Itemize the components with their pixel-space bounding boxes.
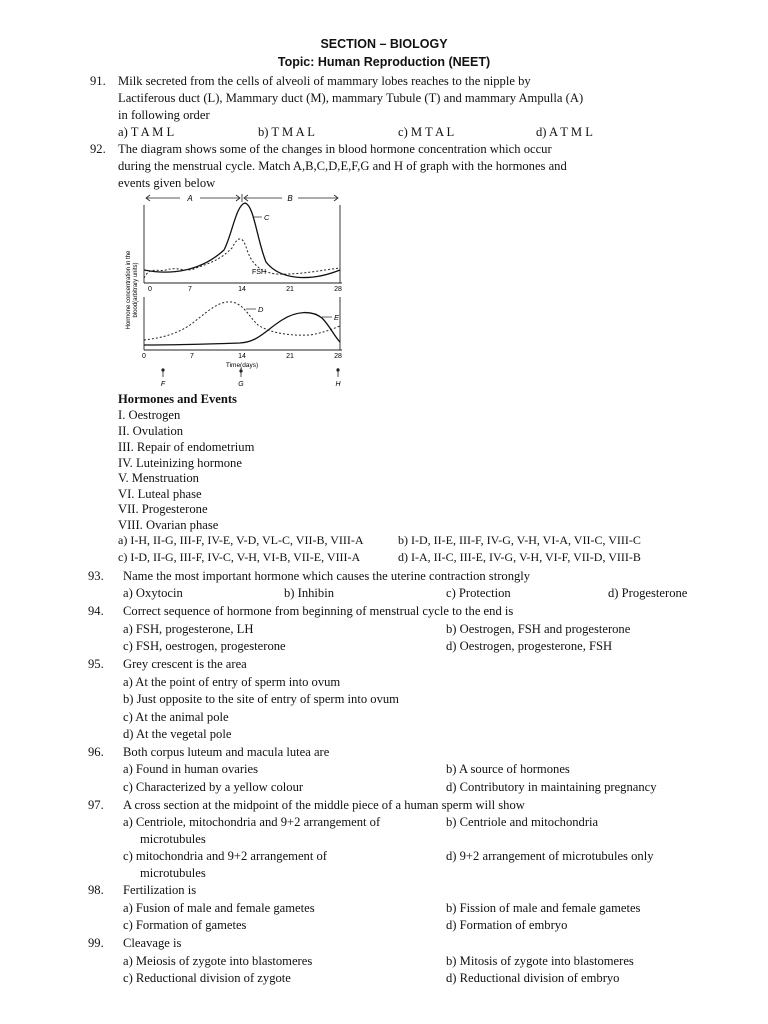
tick-label: 14 [238,286,246,293]
option-d: d) At the vegetal pole [123,727,232,741]
option-a: a) Meiosis of zygote into blastomeres [123,954,313,968]
option-b: b) T M A L [258,125,315,139]
curve-d-oestrogen [144,302,340,340]
list-item: VII. Progesterone [118,502,208,516]
list-item: VI. Luteal phase [118,487,202,501]
question-text: in following order [118,108,210,122]
question-text: Cleavage is [123,936,182,950]
list-item: IV. Luteinizing hormone [118,456,242,470]
list-item: VIII. Ovarian phase [118,518,219,532]
question-text: Milk secreted from the cells of alveoli of mammary lobes reaches to the nipple by [118,74,531,88]
option-d: d) Contributory in maintaining pregnancy [446,780,657,794]
option-a: a) Fusion of male and female gametes [123,901,315,915]
option-b: b) Just opposite to the site of entry of sperm into ovum [123,692,399,706]
option-c: c) FSH, oestrogen, progesterone [123,639,286,653]
option-b: b) A source of hormones [446,762,570,776]
option-a: a) Found in human ovaries [123,762,259,776]
option-c: c) At the animal pole [123,710,229,724]
tick-label: 0 [142,353,146,360]
question-text: Fertilization is [123,883,197,897]
question-text: Both corpus luteum and macula lutea are [123,745,330,759]
option-a-continued: microtubules [140,832,206,846]
option-c: c) Protection [446,586,511,600]
fsh-label: FSH [252,269,266,276]
event-g-label: G [238,381,244,388]
question-number: 98. [88,883,104,897]
option-a: a) Oxytocin [123,586,183,600]
question-text: Grey crescent is the area [123,657,247,671]
question-text: during the menstrual cycle. Match A,B,C,D,E,F,G and H of graph with the hormones and [118,159,567,173]
option-b: b) Oestrogen, FSH and progesterone [446,622,631,636]
event-markers [163,368,338,377]
question-number: 91. [90,74,106,88]
option-a: a) T A M L [118,125,175,139]
question-number: 96. [88,745,104,759]
lower-panel [142,297,342,369]
question-number: 95. [88,657,104,671]
event-f-label: F [160,381,166,388]
option-c: c) Characterized by a yellow colour [123,780,304,794]
curve-c-label: C [264,213,270,222]
question-number: 97. [88,798,104,812]
option-d: d) Oestrogen, progesterone, FSH [446,639,613,653]
option-d: d) Progesterone [608,586,688,600]
option-d: d) 9+2 arrangement of microtubules only [446,849,654,863]
option-b: b) Inhibin [284,586,335,600]
y-axis-label: Hormone concentration in the [126,250,132,330]
hormone-cycle-diagram [116,190,356,390]
curve-d-label: D [258,305,264,314]
question-text: events given below [118,176,216,190]
tick-label: 7 [188,286,192,293]
list-item: V. Menstruation [118,471,199,485]
option-d: d) Formation of embryo [446,918,568,932]
option-c: c) Formation of gametes [123,918,247,932]
y-axis-label: blood(arbitrary units) [133,262,139,318]
option-b: b) Fission of male and female gametes [446,901,641,915]
question-text: The diagram shows some of the changes in blood hormone concentration which occur [118,142,552,156]
option-b: b) I-D, II-E, III-F, IV-G, V-H, VI-A, VII-C, VIII-C [398,533,641,547]
option-d: d) Reductional division of embryo [446,971,620,985]
phase-arrows [146,194,338,202]
question-text: Correct sequence of hormone from beginning of menstrual cycle to the end is [123,604,514,618]
section-title: SECTION – BIOLOGY [320,37,448,51]
topic-title: Topic: Human Reproduction (NEET) [277,55,491,69]
list-heading: Hormones and Events [118,392,237,406]
option-d: d) I-A, II-C, III-E, IV-G, V-H, VI-F, VII-D, VIII-B [398,550,641,564]
curve-e-progesterone [144,313,340,345]
question-number: 93. [88,569,104,583]
tick-label: 21 [286,353,294,360]
option-c: c) M T A L [398,125,455,139]
question-number: 94. [88,604,104,618]
phase-b-label: B [287,194,293,203]
option-d: d) A T M L [536,125,593,139]
list-item: III. Repair of endometrium [118,440,255,454]
option-b: b) Mitosis of zygote into blastomeres [446,954,634,968]
tick-label: 14 [238,353,246,360]
option-a: a) FSH, progesterone, LH [123,622,254,636]
event-h-label: H [335,381,341,388]
option-c: c) Reductional division of zygote [123,971,291,985]
option-b: b) Centriole and mitochondria [446,815,599,829]
x-axis-label: Time(days) [225,362,259,369]
tick-label: 28 [334,286,342,293]
option-a: a) I-H, II-G, III-F, IV-E, V-D, VL-C, VII-B, VIII-A [118,533,364,547]
option-c: c) mitochondria and 9+2 arrangement of [123,849,327,863]
option-c-continued: microtubules [140,866,206,880]
tick-label: 28 [334,353,342,360]
question-number: 99. [88,936,104,950]
tick-label: 21 [286,286,294,293]
option-a: a) At the point of entry of sperm into ovum [123,675,341,689]
tick-label: 7 [190,353,194,360]
option-c: c) I-D, II-G, III-F, IV-C, V-H, VI-B, VII-E, VIII-A [118,550,361,564]
question-number: 92. [90,142,106,156]
phase-a-label: A [187,194,193,203]
list-item: I. Oestrogen [118,408,181,422]
question-text: A cross section at the midpoint of the middle piece of a human sperm will show [123,798,525,812]
tick-label: 0 [148,286,152,293]
question-text: Name the most important hormone which causes the uterine contraction strongly [123,569,531,583]
curve-e-label: E [334,313,340,322]
question-text: Lactiferous duct (L), Mammary duct (M), mammary Tubule (T) and mammary Ampulla (A) [118,91,584,105]
option-a: a) Centriole, mitochondria and 9+2 arrangement of [123,815,381,829]
upper-panel [144,203,342,293]
list-item: II. Ovulation [118,424,184,438]
